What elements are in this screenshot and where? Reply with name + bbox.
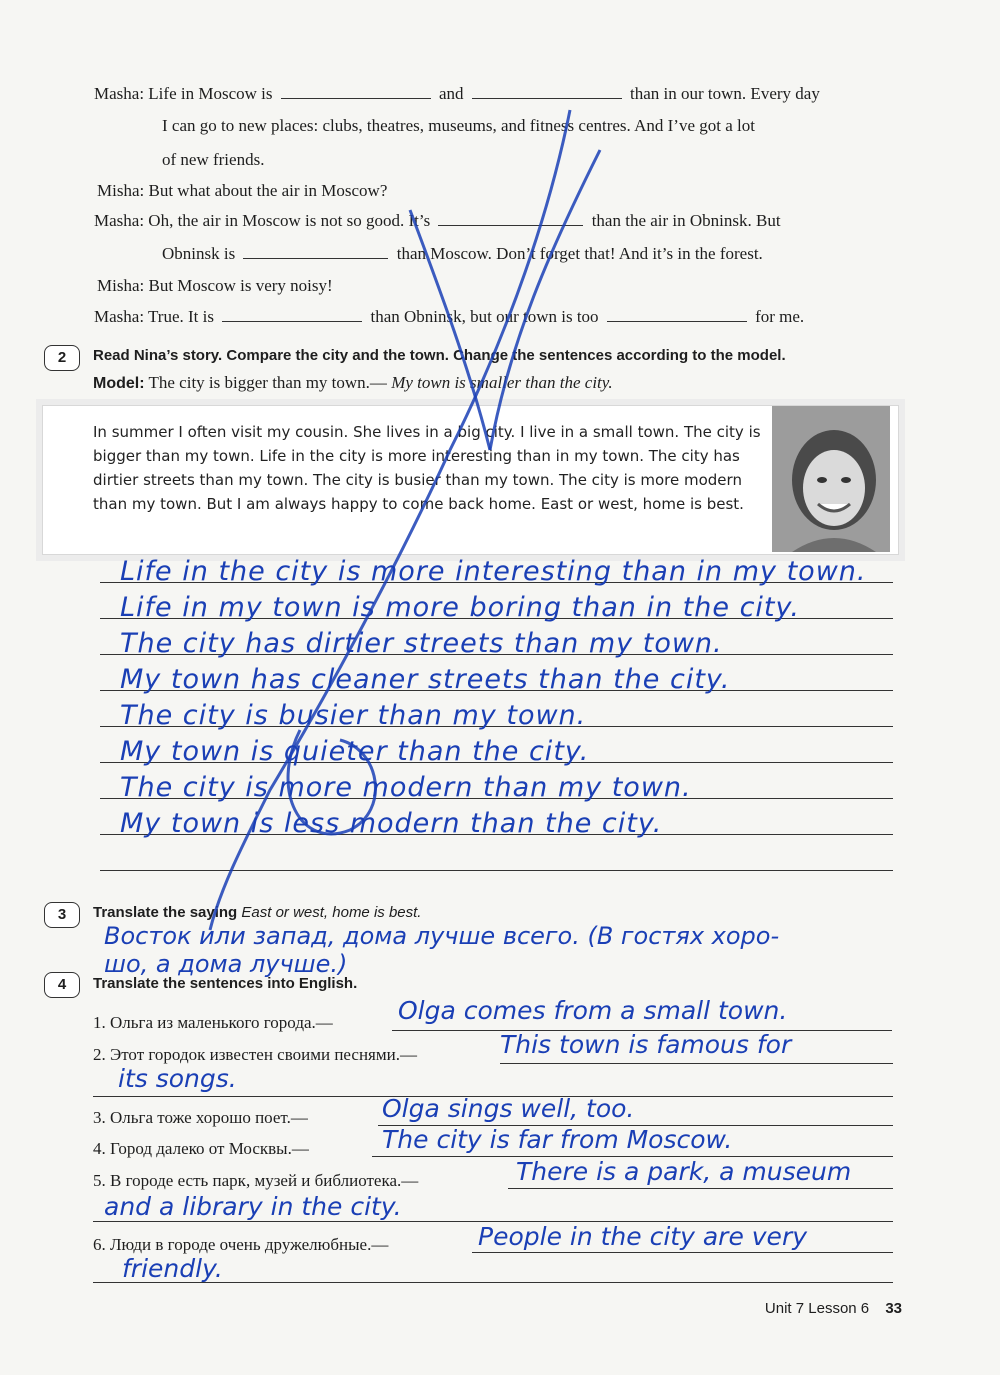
writing-line	[93, 1282, 893, 1283]
handwritten-item-6-cont: friendly.	[122, 1254, 223, 1283]
handwritten-answer-5: The city is busier than my town.	[120, 700, 587, 731]
text: Obninsk is	[162, 244, 236, 263]
item-number: 5.	[93, 1171, 106, 1190]
dialogue-line-3: of new friends.	[162, 150, 265, 169]
teacher-check-mark-icon	[150, 90, 710, 950]
writing-line	[472, 1252, 893, 1253]
text: and	[438, 84, 464, 103]
item-number: 4.	[93, 1139, 106, 1158]
speaker: Misha:	[97, 276, 145, 295]
handwritten-answer-3: The city has dirtier streets than my town.	[120, 628, 723, 659]
dialogue-line-2: I can go to new places: clubs, theatres, museums, and fitness centres. And I’ve got a lot	[162, 116, 755, 135]
writing-line	[500, 1063, 893, 1064]
speaker: Masha:	[94, 307, 145, 326]
exercise-4-item-2	[93, 1045, 417, 1065]
text: than in our town. Every day	[630, 84, 820, 103]
handwritten-translation-2: шо, а дома лучше.)	[104, 950, 348, 978]
model-answer: My town is smaller than the city.	[391, 373, 613, 392]
speaker: Masha:	[94, 84, 145, 103]
item-russian: Ольга из маленького города.—	[110, 1013, 333, 1032]
exercise-4-item-6	[93, 1235, 388, 1255]
text: But what about the air in Moscow?	[148, 181, 388, 200]
handwritten-answer-2: Life in my town is more boring than in the city.	[120, 592, 800, 623]
item-russian: Этот городок известен своими песнями.—	[110, 1045, 417, 1064]
text: than Moscow. Don’t forget that! And it’s in the forest.	[396, 244, 763, 263]
handwritten-answer-4: My town has cleaner streets than the city.	[120, 664, 731, 695]
item-russian: В городе есть парк, музей и библиотека.—	[110, 1171, 419, 1190]
handwritten-answer-8: My town is less modern than the city.	[120, 808, 663, 839]
item-russian: Люди в городе очень дружелюбные.—	[110, 1235, 389, 1254]
item-russian: Ольга тоже хорошо поет.—	[110, 1108, 308, 1127]
girl-photo	[772, 406, 890, 552]
text: True. It is	[148, 307, 214, 326]
exercise-4-item-4	[93, 1139, 309, 1159]
handwritten-item-5: There is a park, a museum	[516, 1157, 852, 1186]
writing-line	[508, 1188, 893, 1189]
exercise-4-title: Translate the sentences into English.	[93, 975, 358, 992]
handwritten-item-5-cont: and a library in the city.	[104, 1192, 402, 1221]
exercise-4-item-1	[93, 1013, 333, 1033]
text: Oh, the air in Moscow is not so good. It’s	[148, 211, 431, 230]
handwritten-item-4: The city is far from Moscow.	[382, 1125, 733, 1154]
handwritten-item-3: Olga sings well, too.	[382, 1094, 635, 1123]
item-number: 3.	[93, 1108, 106, 1127]
exercise-4-item-5	[93, 1171, 418, 1191]
title-text: Translate the saying	[93, 904, 242, 921]
item-number: 1.	[93, 1013, 106, 1032]
handwritten-item-2-cont: its songs.	[118, 1064, 237, 1093]
exercise-2-title: Read Nina’s story. Compare the city and the town. Change the sentences according to the model.	[93, 347, 786, 364]
item-russian: Город далеко от Москвы.—	[110, 1139, 309, 1158]
exercise-4-item-3	[93, 1108, 308, 1128]
handwritten-item-6: People in the city are very	[478, 1222, 808, 1251]
exercise-number-3: 3	[44, 902, 80, 928]
handwritten-item-2: This town is famous for	[500, 1030, 792, 1059]
speaker: Masha:	[94, 211, 145, 230]
exercise-number-2: 2	[44, 345, 80, 371]
handwritten-item-1: Olga comes from a small town.	[398, 996, 788, 1025]
model-label: Model:	[93, 375, 145, 392]
text: for me.	[755, 307, 805, 326]
handwritten-answer-6: My town is quieter than the city.	[120, 736, 590, 767]
title-saying: East or west, home is best.	[241, 904, 422, 921]
page-number: 33	[885, 1300, 902, 1317]
text: Life in Moscow is	[148, 84, 273, 103]
item-number: 6.	[93, 1235, 106, 1254]
unit-lesson-label: Unit 7 Lesson 6	[764, 1300, 870, 1317]
portrait-image-icon	[772, 406, 890, 552]
text: than the air in Obninsk. But	[591, 211, 781, 230]
exercise-number-4: 4	[44, 972, 80, 998]
handwritten-answer-1: Life in the city is more interesting than in my town.	[120, 556, 867, 587]
text: than Obninsk, but our town is too	[370, 307, 599, 326]
handwritten-answer-7: The city is more modern than my town.	[120, 772, 692, 803]
speaker: Misha:	[97, 181, 145, 200]
model-text: The city is bigger than my town.—	[148, 373, 387, 392]
text: But Moscow is very noisy!	[148, 276, 333, 295]
handwritten-translation-1: Восток или запад, дома лучше всего. (В гостях хоро-	[104, 922, 780, 950]
story-text: In summer I often visit my cousin. She lives in a big city. I live in a small town. The city is bigger than my town. Life in the city is more interesting than in my town. The city has dirtier streets than my town. The city is busier than my town. The city is more modern than my town. But I am always happy to come back home. East or west, home is best.	[93, 423, 761, 513]
page-footer	[765, 1300, 902, 1317]
item-number: 2.	[93, 1045, 106, 1064]
